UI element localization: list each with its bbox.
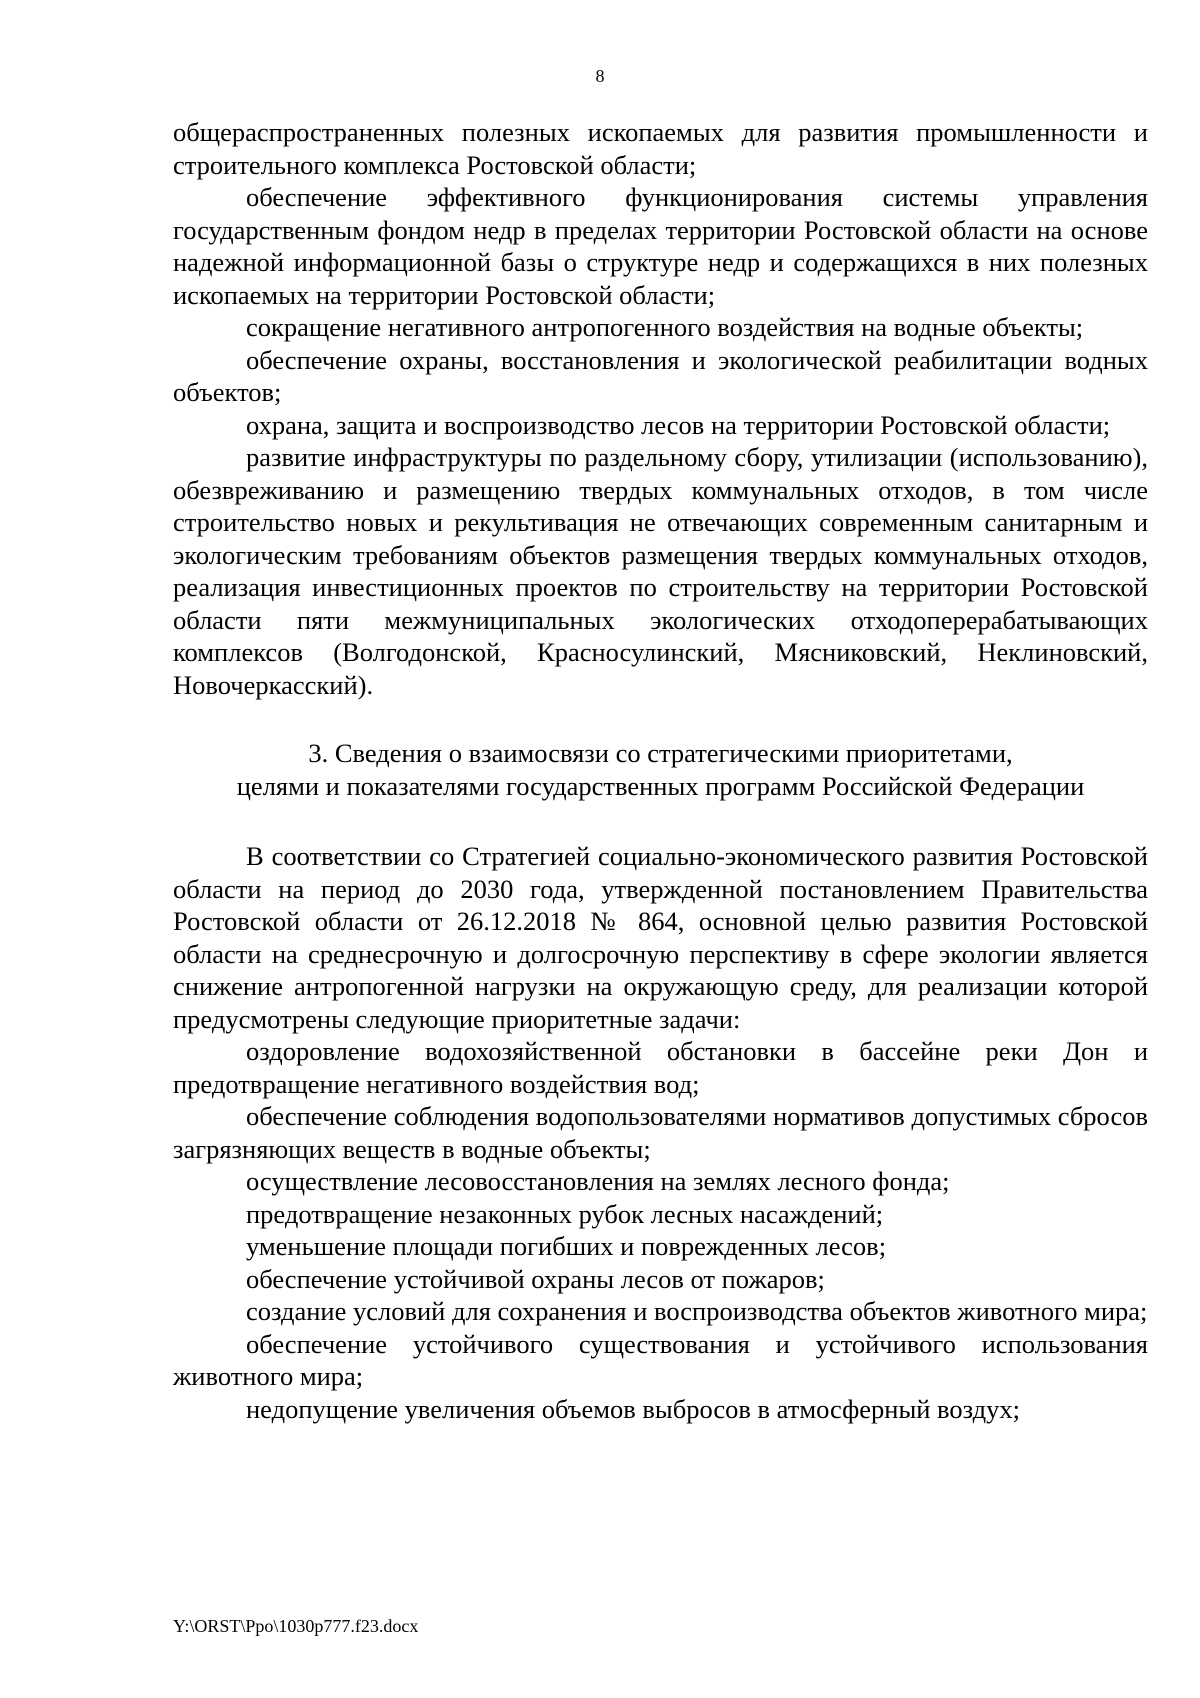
footer-file-path: Y:\ORST\Ppo\1030p777.f23.docx	[173, 1616, 419, 1636]
list-item: обеспечение устойчивого существования и устойчивого использования животного мира;	[173, 1328, 1148, 1391]
list-item: уменьшение площади погибших и поврежденных лесов;	[246, 1231, 887, 1261]
document-body	[173, 116, 1148, 1425]
paragraph: В соответствии со Стратегией социально-экономического развития Ростовской области на период до 2030 года, утвержденной постановлением Правительства Ростовской области от 26.12.2018 № 864, основной целью развития Ростовской области на среднесрочную и долгосрочную перспективу в сфере экологии является снижение антропогенной нагрузки на окружающую среду, для реализации которой предусмотрены следующие приоритетные задачи:	[173, 841, 1148, 1034]
list-item: обеспечение устойчивой охраны лесов от пожаров;	[246, 1263, 825, 1294]
list-item: создание условий для сохранения и воспроизводства объектов животного мира;	[246, 1296, 1148, 1326]
list-item: недопущение увеличения объемов выбросов в атмосферный воздух;	[246, 1393, 1020, 1424]
list-item: предотвращение незаконных рубок лесных насаждений;	[246, 1198, 884, 1229]
paragraph-continued: общераспространенных полезных ископаемых для развития промышленности и строительного комплекса Ростовской области;	[173, 117, 1148, 180]
paragraph: охрана, защита и воспроизводство лесов на территории Ростовской области;	[246, 409, 1111, 440]
section-heading-line-1: 3. Сведения о взаимосвязи со стратегическими приоритетами,	[308, 738, 1013, 768]
list-item: осуществление лесовосстановления на землях лесного фонда;	[246, 1166, 950, 1196]
list-item: оздоровление водохозяйственной обстановки в бассейне реки Дон и предотвращение негативного воздействия вод;	[173, 1036, 1148, 1099]
paragraph: обеспечение охраны, восстановления и экологической реабилитации водных объектов;	[173, 344, 1148, 407]
section-heading-line-2: целями и показателями государственных программ Российской Федерации	[236, 770, 1085, 801]
paragraph: развитие инфраструктуры по раздельному сбору, утилизации (использованию), обезвреживанию и размещению твердых коммунальных отходов, в том числе строительство новых и рекультивация не отвечающих современным санитарным и экологическим требованиям объектов размещения твердых коммунальных отходов, реализация инвестиционных проектов по строительству на территории Ростовской области пяти межмуниципальных экологических отходоперерабатывающих комплексов (Волгодонской, Красносулинский, Мясниковский, Неклиновский, Новочеркасский).	[173, 442, 1148, 700]
paragraph: обеспечение эффективного функционирования системы управления государственным фондом недр в пределах территории Ростовской области на основе надежной информационной базы о структуре недр и содержащихся в них полезных ископаемых на территории Ростовской области;	[173, 182, 1148, 310]
list-item: обеспечение соблюдения водопользователями нормативов допустимых сбросов загрязняющих веществ в водные объекты;	[173, 1101, 1148, 1164]
page-number: 8	[595, 66, 605, 86]
section-heading	[173, 737, 1148, 802]
paragraph: сокращение негативного антропогенного воздействия на водные объекты;	[246, 312, 1084, 342]
